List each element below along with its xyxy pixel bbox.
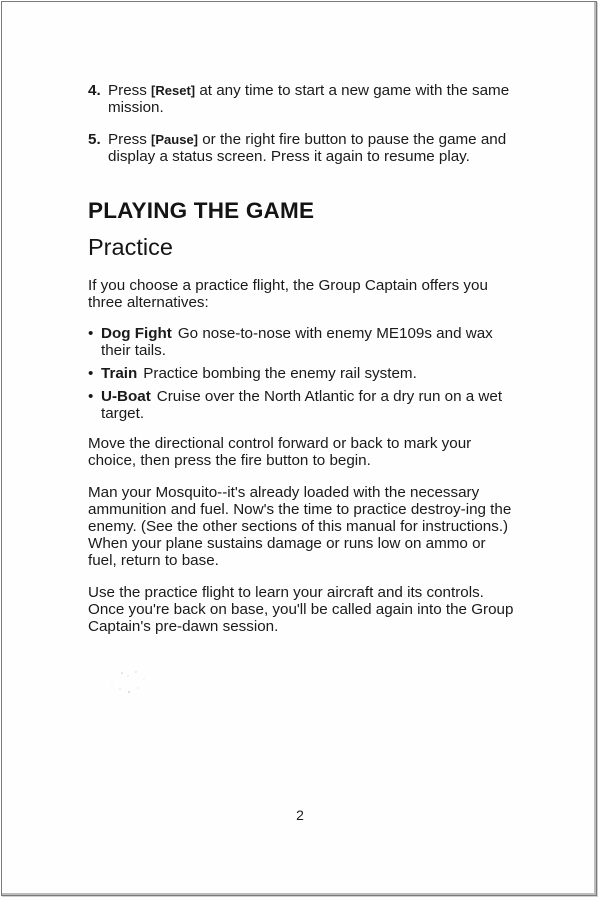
scan-specks bbox=[102, 667, 172, 707]
subsection-title: Practice bbox=[88, 234, 173, 260]
step-number: 4. bbox=[88, 82, 101, 99]
pause-key-label: [Pause] bbox=[151, 132, 199, 147]
step-text-post: or the right fire button to pause the game and display a status screen. Press it again to resume play. bbox=[108, 131, 507, 165]
step-number: 5. bbox=[88, 131, 101, 148]
page-content bbox=[88, 82, 518, 635]
list-item bbox=[88, 388, 518, 422]
option-term: Train bbox=[101, 365, 138, 382]
controls-paragraph: Move the directional control forward or back to mark your choice, then press the fire button to begin. bbox=[88, 435, 472, 469]
option-term: U-Boat bbox=[101, 388, 151, 405]
option-description: Practice bombing the enemy rail system. bbox=[143, 365, 417, 382]
manual-page bbox=[1, 1, 597, 896]
step-text-post: at any time to start a new game with the same mission. bbox=[108, 82, 510, 116]
reset-key-label: [Reset] bbox=[151, 83, 196, 98]
step-5 bbox=[88, 131, 518, 165]
step-4 bbox=[88, 82, 518, 116]
practice-flight-paragraph: Use the practice flight to learn your aircraft and its controls. Once you're back on base, you'll be called again into the Group Captain's pre-dawn session. bbox=[88, 584, 514, 635]
option-description: Go nose-to-nose with enemy ME109s and wax their tails. bbox=[101, 325, 493, 359]
step-text-pre: Press bbox=[108, 131, 152, 148]
step-text-pre: Press bbox=[108, 82, 152, 99]
practice-options-list bbox=[88, 325, 518, 422]
option-term: Dog Fight bbox=[101, 325, 172, 342]
option-description: Cruise over the North Atlantic for a dry run on a wet target. bbox=[101, 388, 503, 422]
list-item bbox=[88, 325, 518, 359]
bullet-icon: • bbox=[88, 325, 94, 342]
bullet-icon: • bbox=[88, 365, 94, 382]
bullet-icon: • bbox=[88, 388, 94, 405]
section-title: PLAYING THE GAME bbox=[88, 198, 315, 223]
intro-paragraph: If you choose a practice flight, the Group Captain offers you three alternatives: bbox=[88, 277, 488, 311]
list-item bbox=[88, 365, 518, 382]
page-number: 2 bbox=[296, 807, 304, 823]
mosquito-paragraph: Man your Mosquito--it's already loaded with the necessary ammunition and fuel. Now's the time to practice destroy-ing the enemy. (See the other sections of this manual for instructions.) When your plane sustains damage or runs low on ammo or fuel, return to base. bbox=[88, 484, 512, 569]
